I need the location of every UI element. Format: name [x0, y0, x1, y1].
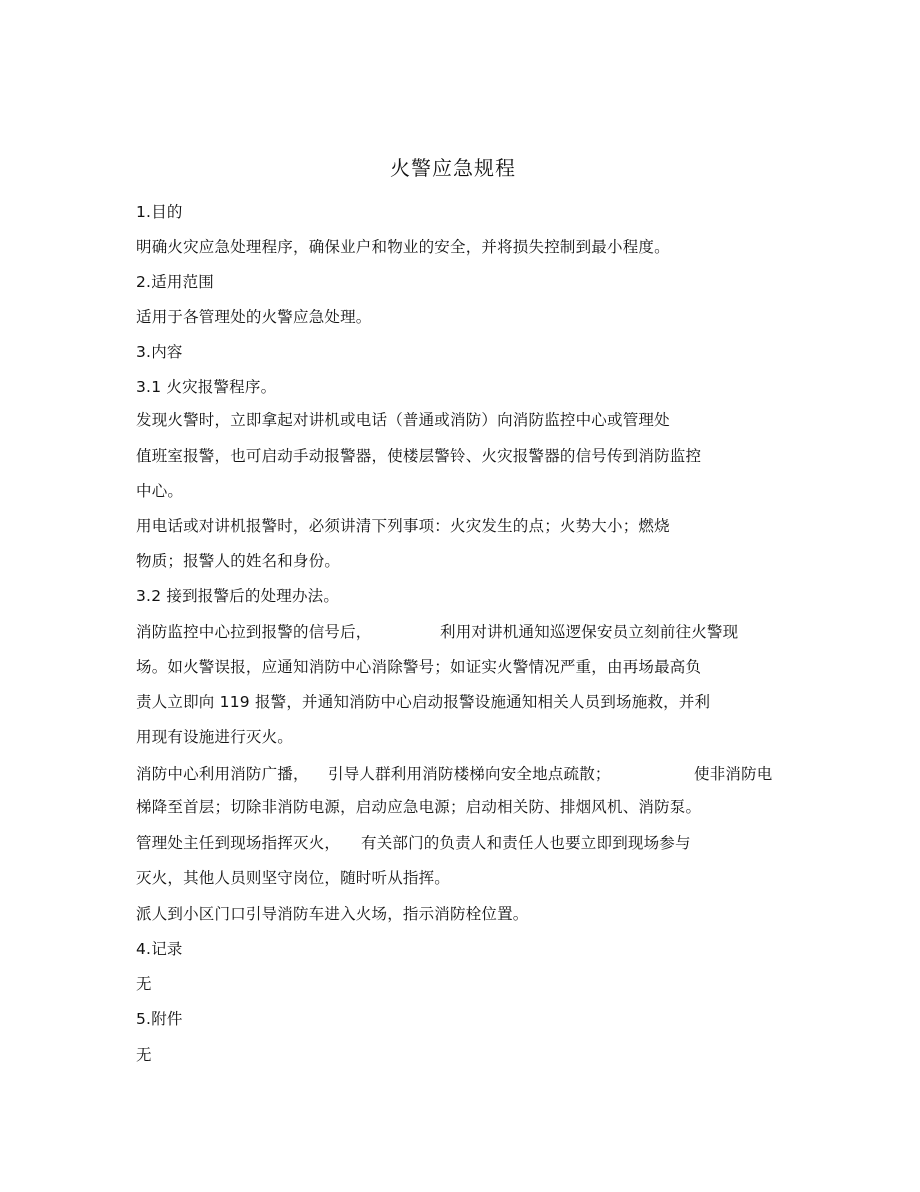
paragraph-line: 场。如火警误报，应通知消防中心消除警号；如证实火警情况严重，由再场最高负 — [136, 658, 702, 676]
paragraph-line: 适用于各管理处的火警应急处理。 — [136, 308, 372, 326]
paragraph-line: 中心。 — [136, 482, 184, 500]
paragraph-line: 引导人群利用消防楼梯向安全地点疏散； — [328, 765, 611, 783]
paragraph-line: 责人立即向 119 报警，并通知消防中心启动报警设施通知相关人员到场施救，并利 — [136, 693, 711, 711]
paragraph-line: 值班室报警，也可启动手动报警器，使楼层警铃、火灾报警器的信号传到消防监控 — [136, 447, 702, 465]
paragraph-line: 消防中心利用消防广播， — [136, 765, 309, 783]
paragraph-line: 物质；报警人的姓名和身份。 — [136, 552, 341, 570]
section-heading-records: 4.记录 — [136, 940, 183, 958]
paragraph-line: 梯降至首层；切除非消防电源，启动应急电源；启动相关防、排烟风机、消防泵。 — [136, 798, 702, 816]
paragraph-line: 消防监控中心拉到报警的信号后， — [136, 623, 372, 641]
section-heading-content: 3.内容 — [136, 343, 183, 361]
subsection-heading-handling: 3.2 接到报警后的处理办法。 — [136, 587, 340, 605]
section-heading-attachments: 5.附件 — [136, 1010, 183, 1028]
paragraph-line: 派人到小区门口引导消防车进入火场，指示消防栓位置。 — [136, 905, 529, 923]
paragraph-line: 无 — [136, 975, 152, 993]
paragraph-line: 利用对讲机通知巡逻保安员立刻前往火警现 — [440, 623, 739, 641]
paragraph-line: 发现火警时，立即拿起对讲机或电话（普通或消防）向消防监控中心或管理处 — [136, 411, 670, 429]
paragraph-line: 明确火灾应急处理程序，确保业户和物业的安全，并将损失控制到最小程度。 — [136, 238, 670, 256]
subsection-heading-alarm-procedure: 3.1 火灾报警程序。 — [136, 378, 277, 396]
paragraph-line: 无 — [136, 1046, 152, 1064]
section-heading-scope: 2.适用范围 — [136, 273, 214, 291]
paragraph-line: 灭火，其他人员则坚守岗位，随时听从指挥。 — [136, 869, 451, 887]
paragraph-line: 用电话或对讲机报警时，必须讲清下列事项：火灾发生的点；火势大小；燃烧 — [136, 517, 670, 535]
page-title: 火警应急规程 — [390, 156, 516, 180]
section-heading-purpose: 1.目的 — [136, 203, 183, 221]
paragraph-line: 管理处主任到现场指挥灭火， — [136, 834, 341, 852]
paragraph-line: 有关部门的负责人和责任人也要立即到现场参与 — [361, 834, 691, 852]
paragraph-line: 用现有设施进行灭火。 — [136, 728, 294, 746]
paragraph-line: 使非消防电 — [694, 765, 773, 783]
